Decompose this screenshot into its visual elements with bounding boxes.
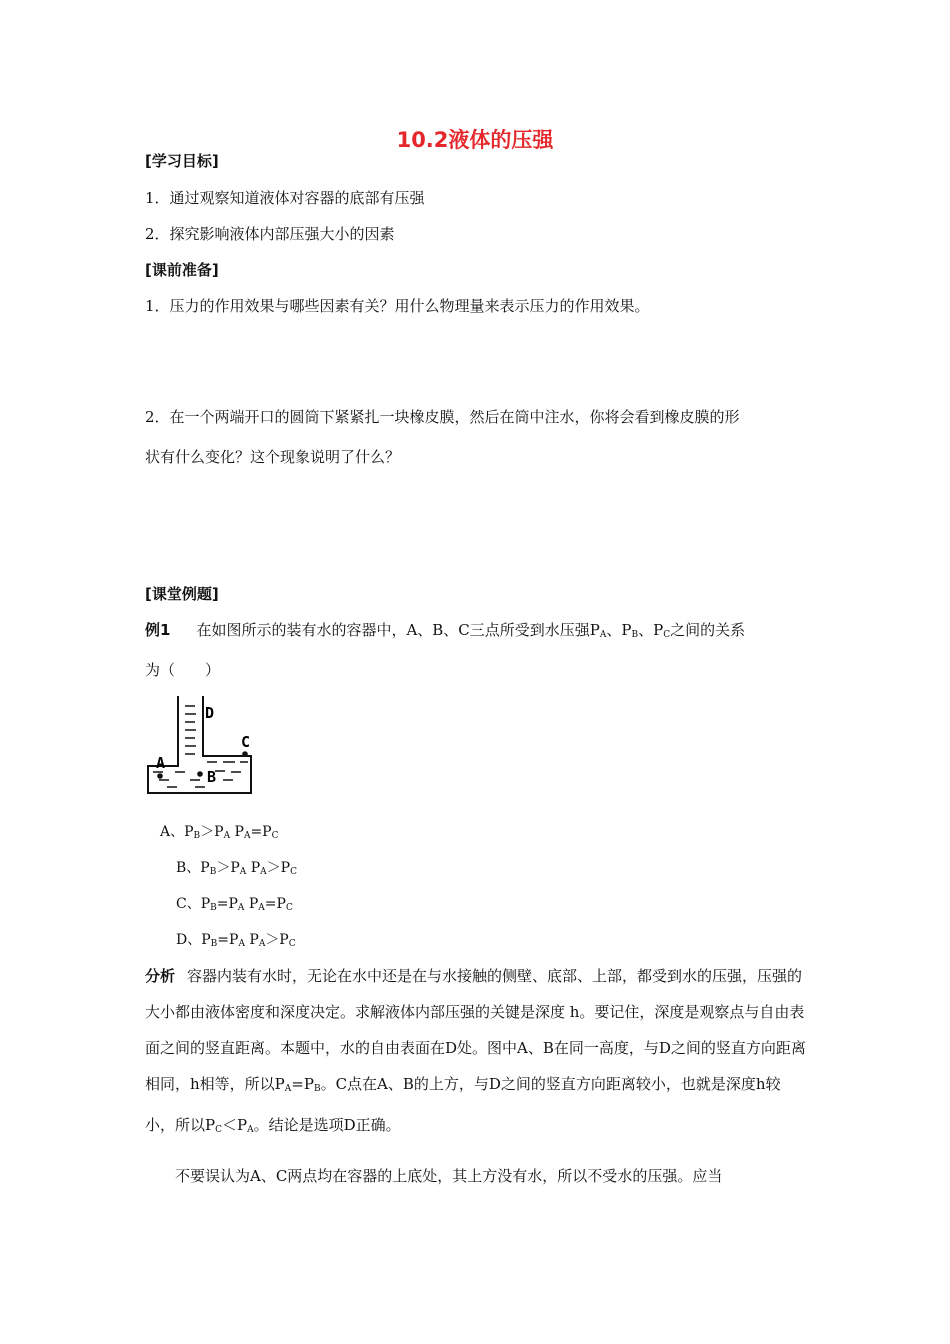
option-text: =P xyxy=(216,896,238,912)
option-text: ＞P xyxy=(265,932,289,948)
subscript: A xyxy=(260,867,267,877)
option-text: =P xyxy=(217,932,239,948)
subscript: A xyxy=(247,1125,254,1135)
subscript: A xyxy=(238,939,245,949)
example1-text: 、P xyxy=(606,621,632,639)
subscript: B xyxy=(193,831,201,841)
section-examples: [课堂例题] xyxy=(145,585,219,603)
prep-question-2-line2: 状有什么变化？这个现象说明了什么？ xyxy=(145,448,401,466)
option-text: =P xyxy=(250,824,272,840)
option-text: ＞P xyxy=(200,824,224,840)
option-c xyxy=(176,894,293,918)
option-text: ＞P xyxy=(216,860,240,876)
subscript: A xyxy=(599,630,607,640)
goal-item-1: 1．通过观察知道液体对容器的底部有压强 xyxy=(145,189,425,207)
page-title: 10.2液体的压强 xyxy=(396,128,554,152)
analysis-text: 。C点在A、B的上方，与D之间的竖直方向距离较小，也就是深度h较小，所以P xyxy=(145,1075,781,1134)
subscript: C xyxy=(271,831,279,841)
section-prep: [课前准备] xyxy=(145,261,219,279)
subscript: A xyxy=(243,831,251,841)
subscript: B xyxy=(631,630,639,640)
option-d xyxy=(176,930,296,954)
goal-item-2: 2．探究影响液体内部压强大小的因素 xyxy=(145,225,395,243)
example1-question-line2: 为（ ） xyxy=(145,661,221,679)
subscript: B xyxy=(210,903,217,913)
option-text: P xyxy=(244,932,259,948)
figure-label-b: B xyxy=(207,768,217,786)
example1-text: 、P xyxy=(638,621,664,639)
option-b xyxy=(176,858,297,882)
subscript: A xyxy=(284,1084,292,1094)
subscript: B xyxy=(210,939,218,949)
option-text: =P xyxy=(264,896,286,912)
example1-label: 例1 xyxy=(145,621,171,639)
subscript: C xyxy=(663,630,671,640)
analysis-text: ＜P xyxy=(221,1116,248,1134)
example1-question xyxy=(145,620,745,645)
analysis-text: 容器内装有水时，无论在水中还是在与水接触的侧壁、底部、上部，都受到水的压强，压强的大小都由液体密度和深度决定。求解液体内部压强的关键是深度 h。要记住，深度是观察点与自由表面之间的竖直距离。本题中，水的自由表面在D处。图中A、B在同一高度，与D之间的竖直方向距离相同，h相等，所以P xyxy=(145,967,806,1093)
subscript: A xyxy=(239,867,247,877)
subscript: B xyxy=(209,867,217,877)
option-text: A、P xyxy=(160,824,194,840)
subscript: B xyxy=(313,1084,321,1094)
example1-text: 在如图所示的装有水的容器中，A、B、C三点所受到水压强P xyxy=(196,621,600,639)
analysis-text: =P xyxy=(291,1075,314,1093)
option-text: C、P xyxy=(176,896,211,912)
analysis-text: 。结论是选项D正确。 xyxy=(253,1116,401,1134)
subscript: C xyxy=(288,939,296,949)
prep-question-2-line1: 2．在一个两端开口的圆筒下紧紧扎一块橡皮膜，然后在筒中注水，你将会看到橡皮膜的形 xyxy=(145,408,740,426)
option-text: D、P xyxy=(176,932,211,948)
option-text: P xyxy=(246,860,261,876)
subscript: C xyxy=(285,903,293,913)
analysis-paragraph xyxy=(145,958,807,1148)
option-text: P xyxy=(244,896,259,912)
example1-text: 之间的关系 xyxy=(670,621,746,639)
container-figure xyxy=(145,692,260,798)
subscript: C xyxy=(215,1125,222,1135)
figure-label-a: A xyxy=(156,754,166,772)
analysis-label: 分析 xyxy=(145,967,176,985)
option-text: ＞P xyxy=(266,860,291,876)
subscript: A xyxy=(223,831,231,841)
subscript: A xyxy=(258,903,265,913)
subscript: A xyxy=(237,903,245,913)
figure-label-d: D xyxy=(205,704,215,722)
prep-question-1: 1．压力的作用效果与哪些因素有关？用什么物理量来表示压力的作用效果。 xyxy=(145,297,650,315)
subscript: C xyxy=(290,867,297,877)
section-goals: [学习目标] xyxy=(145,152,219,170)
analysis-note: 不要误认为A、C两点均在容器的上底处，其上方没有水，所以不受水的压强。应当 xyxy=(175,1167,723,1185)
option-text: B、P xyxy=(176,860,210,876)
option-a xyxy=(160,822,279,846)
option-text: P xyxy=(230,824,244,840)
figure-label-c: C xyxy=(241,733,251,751)
subscript: A xyxy=(258,939,266,949)
